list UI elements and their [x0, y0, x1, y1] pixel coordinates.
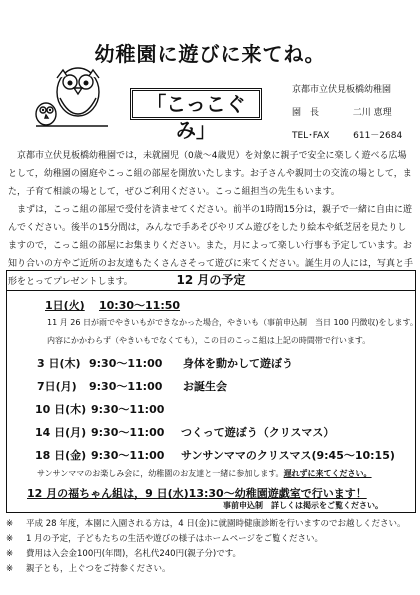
school-name: 京都市立伏見板橋幼稚園 — [292, 85, 392, 95]
sakura-subnote: 事前申込制 詳しくは掲示をご覧ください。 — [223, 501, 383, 510]
footnote-mark: ※ — [6, 534, 14, 544]
footnote-item — [6, 562, 416, 577]
schedule-date: 14 日(月) — [35, 426, 87, 439]
principal-name: 二川 恵理 — [352, 108, 392, 118]
schedule-event: 身体を動かして遊ぼう — [183, 357, 293, 370]
schedule-time: 9:30～11:00 — [91, 426, 165, 439]
schedule-time: 10:30～11:50 — [99, 299, 181, 312]
schedule-date: 10 日(木) — [35, 403, 87, 416]
schedule-date: 3 日(木) — [37, 357, 81, 370]
footnotes — [6, 517, 416, 577]
schedule-note: 11 月 26 日が雨でやきいもができなかった場合，やきいも（事前申込制 当日 100 円徴収)をします。 — [47, 318, 418, 327]
footnote-mark: ※ — [6, 549, 14, 559]
intro-paragraph-2: まずは，こっこ組の部屋で受付を済ませてください。前半の1時間15分は，親子で一緒に自由に遊んでください。後半の15分間は，みんなで手あそびやリズム遊びをしたり絵本や紙芝居を見たりしますので，こっこ組の部屋にお集まりください。また，月によって楽しい行事も予定しています。お知り合いの方やご近所のお友達もたくさんさそって遊びに来てください。誕生月の人には，写真と手形をとってプレゼントします。 — [8, 205, 414, 287]
schedule-date: 1日(火) — [45, 299, 85, 312]
school-info — [292, 79, 416, 148]
footnote-mark: ※ — [6, 519, 14, 529]
owl-illustration — [30, 58, 110, 130]
sansan-note-text: サンサンママのお楽しみ会に，幼稚園のお友達と一緒に参加します。 — [37, 469, 284, 478]
schedule-note: 内容にかかわらず（やきいもでなくても），この日のこっこ組は上記の時間帯で行います。 — [47, 336, 371, 345]
schedule-event: つくって遊ぼう（クリスマス） — [181, 426, 335, 439]
tel-label: TEL･FAX — [292, 131, 330, 141]
schedule-time: 9:30～11:00 — [89, 357, 163, 370]
tel-line — [292, 125, 416, 148]
footnote-text: 1 月の予定，子どもたちの生活や遊びの様子はホームページをご覧ください。 — [26, 534, 323, 544]
schedule-time: 9:30～11:00 — [89, 380, 163, 393]
schedule-event: サンサンママのクリスマス(9:45～10:15) — [181, 449, 395, 462]
headline: 幼稚園に遊びに来てね。 — [94, 42, 326, 66]
schedule-event: お誕生会 — [183, 380, 227, 393]
footnote-item — [6, 532, 416, 547]
schedule-title: 12 月の予定 — [7, 271, 415, 291]
principal-line — [292, 102, 416, 125]
schedule-date: 18 日(金) — [35, 449, 87, 462]
schedule-time: 9:30～11:00 — [91, 403, 165, 416]
schedule-time: 9:30～11:00 — [91, 449, 165, 462]
footnote-text: 親子とも，上ぐつをご持参ください。 — [26, 564, 171, 574]
footnote-item — [6, 547, 416, 562]
schedule-date: 7日(月) — [37, 380, 77, 393]
footnote-text: 費用は入会金100円(年間)，名札代240円(親子分)です。 — [26, 549, 242, 559]
sansan-note — [37, 468, 372, 480]
schedule-box — [6, 270, 416, 513]
sakura-announcement: 12 月の福ちゃん組は，9 日(水)13:30～幼稚園遊戯室で行います！ — [27, 487, 367, 500]
footnote-item — [6, 517, 416, 532]
principal-label: 園 長 — [292, 108, 320, 118]
sansan-note-emphasis: 遅れずに来てください。 — [283, 469, 372, 478]
class-title: 「こっこぐみ」 — [130, 88, 262, 120]
tel-number: 611－2684 — [353, 131, 403, 141]
footnote-mark: ※ — [6, 564, 14, 574]
intro-paragraph-1: 京都市立伏見板橋幼稚園では，未就園児（0歳～4歳児）を対象に親子で安全に楽しく遊べる広場として，幼稚園の園庭やこっこ組の部屋を開放いたします。お子さんや親同士の交流の場として，また，子育て相談の場として，ぜひご利用ください。こっこ組担当の先生もいます。 — [8, 151, 412, 197]
footnote-text: 平成 28 年度，本園に入園される方は，4 日(金)に就園時健康診断を行いますのでお越しください。 — [26, 519, 406, 529]
